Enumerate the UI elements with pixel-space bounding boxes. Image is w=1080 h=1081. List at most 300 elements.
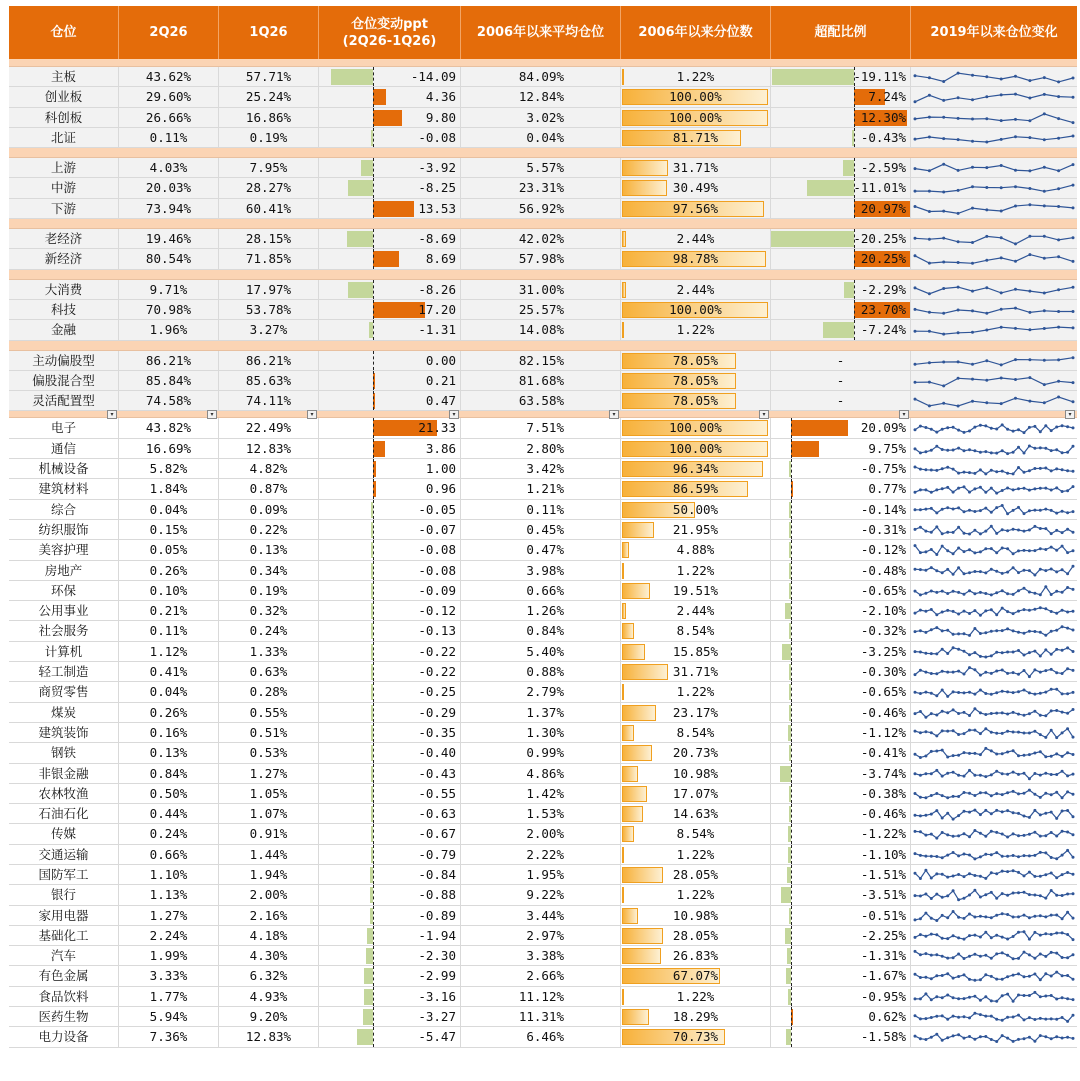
sparkline-point [985,75,988,78]
sparkline-point [979,1036,982,1039]
decrease-bar [364,968,373,984]
sparkline-point [924,507,927,510]
sparkline-point [941,571,944,574]
position-1q26: 12.83% [219,439,319,458]
overweight-bar [791,441,819,457]
position-1q26: 0.19% [219,581,319,600]
filter-dropdown-button[interactable]: ▾ [307,410,317,419]
table-row [9,280,1077,300]
sparkline-point [1001,994,1004,997]
sparkline-point [1028,1036,1031,1039]
sparkline-point [1050,709,1053,712]
position-2q26: 0.15% [119,520,219,539]
sparkline-point [963,974,966,977]
sparkline-point [971,166,974,169]
sparkline-point [1057,188,1060,191]
overweight-empty: - [836,393,845,409]
overweight-ratio [771,229,911,248]
position-2q26: 0.50% [119,784,219,803]
sparkline-point [952,552,955,555]
position-change [319,804,461,823]
position-1q26: 22.49% [219,418,319,437]
position-1q26: 1.44% [219,845,319,864]
sparkline-point [968,978,971,981]
trend-sparkline [911,743,1077,762]
sparkline-chart [911,824,1077,843]
sparkline-point [935,713,938,716]
sparkline-point [990,427,993,430]
table-row [9,439,1077,459]
sparkline-point [1001,630,1004,633]
sparkline-point [1061,996,1064,999]
sparkline-point [919,756,922,759]
sparkline-point [1050,652,1053,655]
sparkline-point [995,769,998,772]
sparkline-point [1072,1014,1075,1017]
sparkline-point [924,468,927,471]
position-change [319,845,461,864]
trend-sparkline [911,946,1077,965]
position-2q26: 1.96% [119,320,219,339]
sparkline-point [963,997,966,1000]
sparkline-point [1033,730,1036,733]
sparkline-point [935,872,938,875]
position-2q26: 0.66% [119,845,219,864]
sparkline-point [1006,1037,1009,1040]
position-change [319,865,461,884]
sparkline-line [915,790,1073,798]
sparkline-point [1023,771,1026,774]
sparkline-point [935,627,938,630]
overweight-axis [791,906,792,925]
sparkline-point [1050,729,1053,732]
sparkline-point [957,240,960,243]
sparkline-line [915,1013,1073,1021]
sparkline-point [1050,793,1053,796]
sparkline-point [914,466,917,469]
sparkline-point [914,691,917,694]
sparkline-point [1001,772,1004,775]
sparkline-point [935,1015,938,1018]
sparkline-point [1006,870,1009,873]
sparkline-point [914,792,917,795]
sparkline-point [1061,672,1064,675]
change-axis [373,391,374,410]
decrease-bar [348,282,373,298]
sparkline-point [990,525,993,528]
sparkline-point [1001,470,1004,473]
sparkline-point [1001,833,1004,836]
sparkline-point [1055,487,1058,490]
overweight-value: 9.75% [868,440,906,456]
overweight-axis [791,540,792,559]
sparkline-line [915,627,1073,636]
position-2q26: 1.84% [119,479,219,498]
overweight-axis [791,418,792,437]
overweight-axis [791,824,792,843]
sparkline-line [915,770,1073,778]
sparkline-point [941,774,944,777]
sparkline-point [946,771,949,774]
sparkline-point [971,186,974,189]
sparkline-point [1012,430,1015,433]
overweight-ratio [771,561,911,580]
trend-sparkline [911,906,1077,925]
sparkline-point [919,854,922,857]
sparkline-point [914,589,917,592]
sparkline-point [1023,669,1026,672]
sparkline-point [1000,363,1003,366]
sparkline-point [1039,773,1042,776]
header-7[interactable]: 2019年以来仓位变化 [930,25,1058,40]
sparkline-point [1028,400,1031,403]
overweight-value: -3.51% [860,887,906,903]
trend-sparkline [911,128,1077,147]
sparkline-point [1044,669,1047,672]
sparkline-point [968,471,971,474]
change-value: -0.08 [418,129,456,145]
sparkline-point [957,472,960,475]
sparkline-point [1001,528,1004,531]
row-name: 偏股混合型 [9,371,119,390]
overweight-value: -2.29% [860,281,906,297]
average-position: 2.79% [461,682,621,701]
sparkline-point [1044,915,1047,918]
sparkline-point [930,548,933,551]
sparkline-point [1012,974,1015,977]
sparkline-point [1014,93,1017,96]
sparkline-point [1023,632,1026,635]
sparkline-point [1072,998,1075,1001]
filter-dropdown-button[interactable]: ▾ [107,410,117,419]
average-position: 0.47% [461,540,621,559]
overweight-axis [791,723,792,742]
sparkline-point [1028,833,1031,836]
header-4[interactable]: 2006年以来平均仓位 [461,6,621,59]
sparkline-point [914,712,917,715]
underweight-bar [843,160,854,176]
overweight-axis [791,703,792,722]
sparkline-point [971,99,974,102]
sparkline-point [1055,913,1058,916]
sparkline-point [1057,288,1060,291]
decrease-bar [364,989,373,1005]
sparkline-point [984,506,987,509]
average-position: 63.58% [461,391,621,410]
trend-sparkline [911,520,1077,539]
percentile-value: 1.22% [676,846,715,862]
decrease-bar [347,231,373,247]
sparkline-point [973,915,976,918]
sparkline-point [968,532,971,535]
sparkline-point [1006,712,1009,715]
trend-sparkline [911,300,1077,319]
average-position: 0.45% [461,520,621,539]
group-separator [9,59,1077,67]
position-1q26: 3.27% [219,320,319,339]
sparkline-point [957,138,960,141]
decrease-bar [361,160,373,176]
average-position: 0.88% [461,662,621,681]
change-axis [373,178,374,197]
sparkline-point [957,691,960,694]
sparkline-point [979,998,982,1001]
trend-sparkline [911,987,1077,1006]
position-1q26: 4.18% [219,926,319,945]
sparkline-point [1023,653,1026,656]
sparkline-point [946,993,949,996]
sparkline-point [973,707,976,710]
trend-sparkline [911,1007,1077,1026]
sparkline-point [946,567,949,570]
trend-sparkline [911,479,1077,498]
sparkline-point [935,591,938,594]
filter-dropdown-button[interactable]: ▾ [207,410,217,419]
position-change [319,743,461,762]
sparkline-chart [911,865,1077,884]
sparkline-point [1012,489,1015,492]
sparkline-point [968,912,971,915]
sparkline-point [1061,649,1064,652]
overweight-ratio [771,418,911,437]
trend-sparkline [911,621,1077,640]
sparkline-point [990,712,993,715]
sparkline-point [1028,444,1031,447]
change-value: -1.94 [418,927,456,943]
sparkline-point [984,974,987,977]
sparkline-point [1072,310,1075,313]
sparkline-point [1066,451,1069,454]
sparkline-point [1028,329,1031,332]
overweight-axis [854,320,855,339]
sparkline-point [990,999,993,1002]
sparkline-point [963,833,966,836]
sparkline-point [1039,692,1042,695]
sparkline-point [919,710,922,713]
sparkline-point [1066,849,1069,852]
average-position: 0.04% [461,128,621,147]
trend-sparkline [911,418,1077,437]
sparkline-point [1028,753,1031,756]
sparkline-point [1023,608,1026,611]
sparkline-chart [911,561,1077,580]
sparkline-point [952,610,955,613]
row-name: 主动偏股型 [9,351,119,370]
position-change [319,662,461,681]
sparkline-point [1057,380,1060,383]
row-name: 钢铁 [9,743,119,762]
sparkline-line [915,73,1073,82]
sparkline-point [1012,999,1015,1002]
sparkline-point [914,631,917,634]
sparkline-point [963,633,966,636]
sparkline-point [1039,933,1042,936]
table-row [9,906,1077,926]
sparkline-point [995,953,998,956]
table-body [9,59,1077,1048]
underweight-bar [772,69,854,85]
sparkline-point [1033,914,1036,917]
sparkline-point [1050,430,1053,433]
sparkline-point [1039,431,1042,434]
sparkline-point [984,727,987,730]
sparkline-point [1039,750,1042,753]
position-2q26: 0.26% [119,561,219,580]
sparkline-point [957,261,960,264]
sparkline-point [1006,691,1009,694]
change-value: -0.55 [418,785,456,801]
filter-dropdown-button[interactable]: ▾ [449,410,459,419]
percentile-value: 67.07% [672,968,719,984]
position-1q26: 60.41% [219,199,319,218]
trend-sparkline [911,581,1077,600]
sparkline-point [1017,445,1020,448]
sparkline-point [1033,973,1036,976]
overweight-value: -1.58% [860,1029,906,1045]
sparkline-point [1028,253,1031,256]
percentile [621,280,771,299]
sparkline-point [973,953,976,956]
sparkline-point [919,773,922,776]
overweight-ratio [771,199,911,218]
sparkline-point [1033,854,1036,857]
sparkline-point [995,1000,998,1003]
overweight-value: -3.25% [860,643,906,659]
sparkline-point [924,1017,927,1020]
average-position: 1.37% [461,703,621,722]
sparkline-point [1039,467,1042,470]
header-2[interactable]: 1Q26 [219,6,319,59]
sparkline-point [924,854,927,857]
sparkline-point [1061,917,1064,920]
sparkline-point [963,673,966,676]
sparkline-point [1006,836,1009,839]
sparkline-point [1050,610,1053,613]
sparkline-point [995,670,998,673]
position-change [319,885,461,904]
row-name: 中游 [9,178,119,197]
sparkline-point [1055,952,1058,955]
sparkline-point [1057,95,1060,98]
overweight-axis [791,946,792,965]
sparkline-point [928,169,931,172]
average-position: 81.68% [461,371,621,390]
sparkline-point [973,1038,976,1041]
sparkline-point [984,610,987,613]
sparkline-point [952,934,955,937]
sparkline-point [1039,606,1042,609]
overweight-ratio [771,703,911,722]
position-change [319,280,461,299]
sparkline-point [1006,472,1009,475]
sparkline-point [1033,488,1036,491]
header-1[interactable]: 2Q26 [119,6,219,59]
position-1q26: 0.51% [219,723,319,742]
sparkline-point [946,730,949,733]
sparkline-point [1061,1016,1064,1019]
sparkline-chart [911,906,1077,925]
percentile [621,987,771,1006]
underweight-bar [781,887,791,903]
trend-sparkline [911,500,1077,519]
sparkline-point [1017,755,1020,758]
sparkline-point [1006,452,1009,455]
sparkline-point [1014,358,1017,361]
sparkline-point [1023,530,1026,533]
sparkline-point [928,330,931,333]
change-axis [373,906,374,925]
row-name: 汽车 [9,946,119,965]
filter-dropdown-button[interactable]: ▾ [1065,410,1075,419]
sparkline-point [1066,551,1069,554]
overweight-axis [791,479,792,498]
filter-dropdown-button[interactable]: ▾ [759,410,769,419]
sparkline-point [1012,833,1015,836]
sparkline-point [985,186,988,189]
sparkline-point [1023,874,1026,877]
sparkline-point [973,752,976,755]
header-3[interactable]: 仓位变动ppt (2Q26-1Q26) [319,6,461,59]
sparkline-point [1043,358,1046,361]
overweight-axis [791,865,792,884]
change-axis [373,804,374,823]
sparkline-point [990,750,993,753]
sparkline-point [924,796,927,799]
sparkline-point [1028,97,1031,100]
percentile-value: 70.73% [672,1029,719,1045]
overweight-value: -1.10% [860,846,906,862]
table-row [9,199,1077,219]
sparkline-point [984,692,987,695]
decrease-bar [331,69,373,85]
header-6[interactable]: 超配比例 [771,6,911,59]
sparkline-point [1072,691,1075,694]
percentile [621,459,771,478]
decrease-bar [348,180,373,196]
sparkline-point [924,652,927,655]
header-5[interactable]: 2006年以来分位数 [621,6,771,59]
change-axis [373,199,374,218]
sparkline-point [1072,588,1075,591]
sparkline-point [930,428,933,431]
sparkline-point [1072,163,1075,166]
filter-dropdown-button[interactable]: ▾ [609,410,619,419]
change-axis [373,824,374,843]
filter-dropdown-button[interactable]: ▾ [899,410,909,419]
sparkline-point [924,530,927,533]
percentile [621,946,771,965]
position-1q26: 4.82% [219,459,319,478]
sparkline-point [930,772,933,775]
sparkline-point [919,997,922,1000]
sparkline-point [930,813,933,816]
position-2q26: 19.46% [119,229,219,248]
sparkline-point [952,956,955,959]
percentile [621,229,771,248]
row-name: 通信 [9,439,119,458]
header-0[interactable]: 仓位 [9,6,119,59]
sparkline-point [952,1015,955,1018]
sparkline-point [1012,957,1015,960]
sparkline-point [1012,854,1015,857]
trend-sparkline [911,540,1077,559]
sparkline-point [990,891,993,894]
overweight-ratio [771,804,911,823]
sparkline-point [1044,851,1047,854]
sparkline-point [963,897,966,900]
trend-sparkline [911,885,1077,904]
sparkline-point [990,853,993,856]
